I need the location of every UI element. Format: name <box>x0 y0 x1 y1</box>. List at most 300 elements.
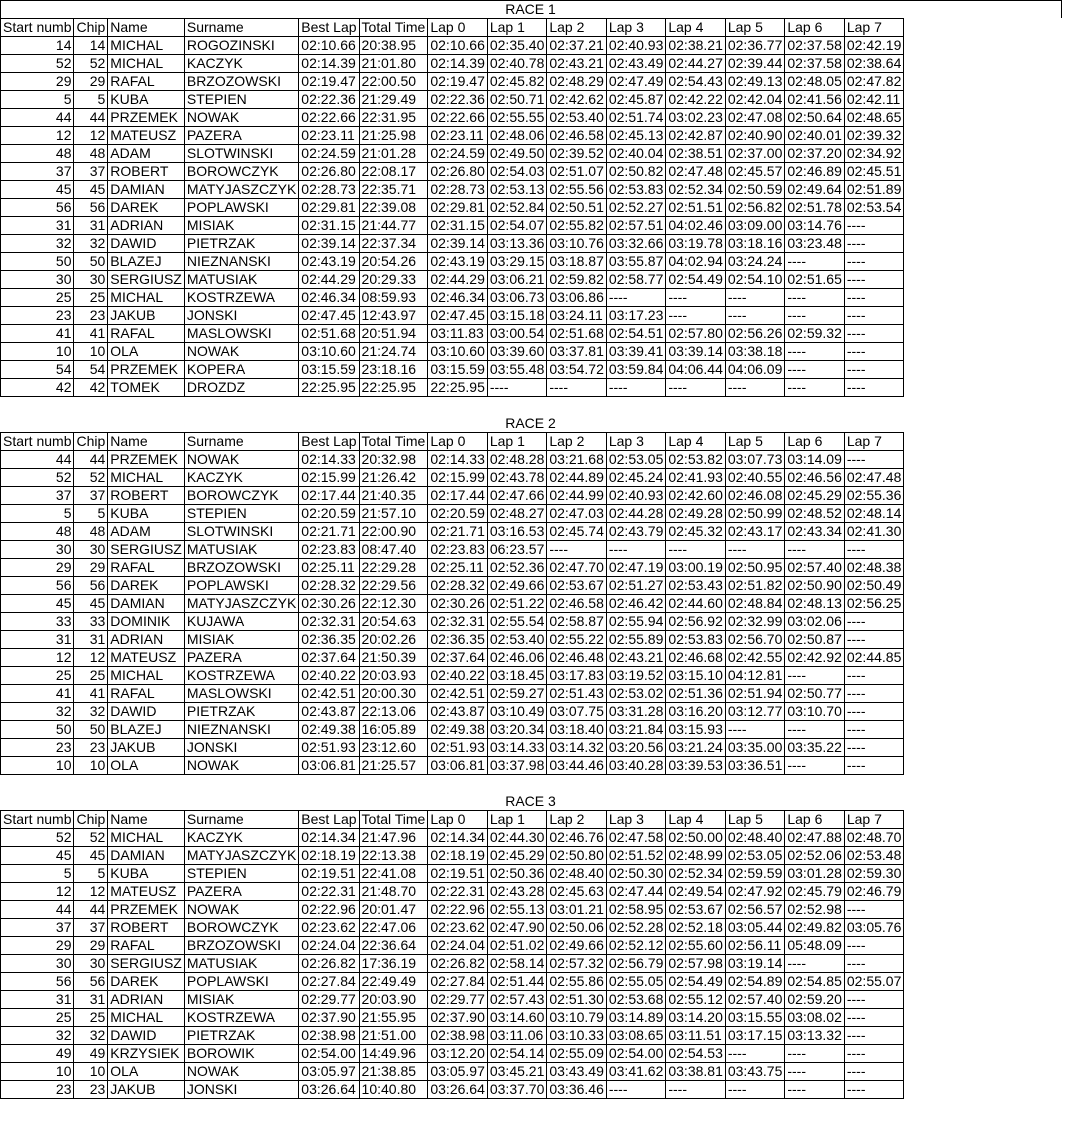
cell-lap-7: ---- <box>844 217 904 235</box>
cell-lap-3: 02:43.21 <box>606 649 666 667</box>
cell-lap-0: 02:38.98 <box>428 1027 488 1045</box>
cell-total-time: 21:38.85 <box>359 1063 428 1081</box>
cell-lap-4: 02:44.27 <box>666 55 726 73</box>
cell-start-number: 31 <box>1 217 74 235</box>
cell-start-number: 10 <box>1 1063 74 1081</box>
cell-start-number: 33 <box>1 613 74 631</box>
cell-lap-2: 03:37.81 <box>547 343 607 361</box>
cell-lap-3: 02:52.28 <box>606 919 666 937</box>
cell-name: ADAM <box>108 145 185 163</box>
cell-surname: PAZERA <box>184 883 298 901</box>
cell-chip: 5 <box>74 505 108 523</box>
cell-lap-5: 03:09.00 <box>725 217 785 235</box>
cell-lap-5: 03:36.51 <box>725 757 785 775</box>
cell-lap-6: ---- <box>785 667 845 685</box>
cell-surname: JONSKI <box>184 739 298 757</box>
cell-lap-6: 02:54.85 <box>785 973 845 991</box>
cell-best-lap: 02:24.04 <box>299 937 359 955</box>
cell-lap-7: ---- <box>844 991 904 1009</box>
cell-surname: PIETRZAK <box>184 235 298 253</box>
cell-total-time: 23:18.16 <box>359 361 428 379</box>
cell-total-time: 21:29.49 <box>359 91 428 109</box>
cell-start-number: 45 <box>1 595 74 613</box>
cell-lap-4: 02:47.48 <box>666 163 726 181</box>
cell-lap-3: 03:59.84 <box>606 361 666 379</box>
table-row <box>1 109 904 127</box>
cell-lap-3: 03:41.62 <box>606 1063 666 1081</box>
cell-start-number: 5 <box>1 505 74 523</box>
cell-name: DOMINIK <box>108 613 185 631</box>
cell-chip: 37 <box>74 487 108 505</box>
cell-start-number: 30 <box>1 271 74 289</box>
cell-lap-0: 02:29.77 <box>428 991 488 1009</box>
cell-lap-6: 02:47.88 <box>785 829 845 847</box>
cell-lap-5: 02:47.92 <box>725 883 785 901</box>
header-lap-2: Lap 2 <box>547 19 607 37</box>
cell-best-lap: 02:21.71 <box>299 523 359 541</box>
cell-total-time: 21:25.98 <box>359 127 428 145</box>
cell-lap-0: 02:39.14 <box>428 235 488 253</box>
cell-lap-2: 03:17.83 <box>547 667 607 685</box>
cell-best-lap: 02:27.84 <box>299 973 359 991</box>
cell-lap-4: 03:19.78 <box>666 235 726 253</box>
cell-surname: KOSTRZEWA <box>184 289 298 307</box>
cell-name: DAREK <box>108 973 185 991</box>
header-row <box>1 19 904 37</box>
cell-lap-2: ---- <box>547 541 607 559</box>
table-row <box>1 145 904 163</box>
cell-lap-1: 03:14.33 <box>487 739 547 757</box>
cell-lap-2: 02:57.32 <box>547 955 607 973</box>
cell-start-number: 30 <box>1 955 74 973</box>
cell-lap-1: 03:29.15 <box>487 253 547 271</box>
cell-lap-1: 02:51.44 <box>487 973 547 991</box>
cell-lap-2: 02:46.58 <box>547 595 607 613</box>
cell-total-time: 22:36.64 <box>359 937 428 955</box>
cell-lap-4: 02:56.92 <box>666 613 726 631</box>
cell-start-number: 44 <box>1 451 74 469</box>
cell-lap-3: 02:44.28 <box>606 505 666 523</box>
cell-chip: 25 <box>74 667 108 685</box>
cell-lap-6: ---- <box>785 955 845 973</box>
cell-lap-5: 02:56.11 <box>725 937 785 955</box>
cell-lap-2: 02:39.52 <box>547 145 607 163</box>
cell-total-time: 21:44.77 <box>359 217 428 235</box>
cell-start-number: 23 <box>1 739 74 757</box>
cell-start-number: 12 <box>1 649 74 667</box>
cell-lap-7: ---- <box>844 325 904 343</box>
cell-chip: 50 <box>74 721 108 739</box>
cell-chip: 45 <box>74 847 108 865</box>
cell-start-number: 12 <box>1 127 74 145</box>
cell-lap-4: 04:06.44 <box>666 361 726 379</box>
table-row <box>1 937 904 955</box>
cell-total-time: 12:43.97 <box>359 307 428 325</box>
cell-lap-4: 03:15.10 <box>666 667 726 685</box>
cell-lap-2: 03:06.86 <box>547 289 607 307</box>
cell-start-number: 5 <box>1 865 74 883</box>
cell-lap-3: 02:47.19 <box>606 559 666 577</box>
table-row <box>1 1027 904 1045</box>
cell-name: DAREK <box>108 199 185 217</box>
cell-lap-3: 02:43.49 <box>606 55 666 73</box>
cell-lap-7: 02:44.85 <box>844 649 904 667</box>
cell-start-number: 52 <box>1 829 74 847</box>
cell-lap-3: 02:53.02 <box>606 685 666 703</box>
cell-lap-0: 02:31.15 <box>428 217 488 235</box>
table-row <box>1 721 904 739</box>
cell-start-number: 31 <box>1 631 74 649</box>
cell-chip: 12 <box>74 883 108 901</box>
cell-surname: KOSTRZEWA <box>184 1009 298 1027</box>
cell-lap-6: 02:50.64 <box>785 109 845 127</box>
cell-total-time: 22:12.30 <box>359 595 428 613</box>
cell-name: RAFAL <box>108 325 185 343</box>
cell-name: BLAZEJ <box>108 721 185 739</box>
header-row <box>1 811 904 829</box>
cell-lap-6: ---- <box>785 307 845 325</box>
cell-total-time: 21:26.42 <box>359 469 428 487</box>
cell-name: PRZEMEK <box>108 361 185 379</box>
cell-name: ADAM <box>108 523 185 541</box>
cell-name: OLA <box>108 757 185 775</box>
cell-lap-0: 02:44.29 <box>428 271 488 289</box>
cell-lap-3: 02:47.58 <box>606 829 666 847</box>
cell-total-time: 20:51.94 <box>359 325 428 343</box>
cell-start-number: 32 <box>1 1027 74 1045</box>
cell-lap-3: 03:21.84 <box>606 721 666 739</box>
cell-lap-7: ---- <box>844 253 904 271</box>
cell-lap-3: 03:55.87 <box>606 253 666 271</box>
cell-name: SERGIUSZ <box>108 955 185 973</box>
cell-lap-1: 02:49.66 <box>487 577 547 595</box>
cell-lap-3: 02:43.79 <box>606 523 666 541</box>
cell-lap-7: ---- <box>844 1009 904 1027</box>
table-row <box>1 343 904 361</box>
cell-lap-0: 02:19.47 <box>428 73 488 91</box>
cell-lap-4: 02:46.68 <box>666 649 726 667</box>
cell-best-lap: 02:26.82 <box>299 955 359 973</box>
cell-lap-6: ---- <box>785 757 845 775</box>
cell-lap-4: 02:54.49 <box>666 973 726 991</box>
cell-lap-0: 02:37.90 <box>428 1009 488 1027</box>
table-row <box>1 199 904 217</box>
table-row <box>1 577 904 595</box>
cell-lap-6: 02:59.32 <box>785 325 845 343</box>
cell-total-time: 17:36.19 <box>359 955 428 973</box>
cell-total-time: 21:01.80 <box>359 55 428 73</box>
table-row <box>1 523 904 541</box>
cell-lap-2: 02:46.76 <box>547 829 607 847</box>
cell-lap-1: 02:47.66 <box>487 487 547 505</box>
cell-lap-6: 02:50.90 <box>785 577 845 595</box>
cell-lap-7: ---- <box>844 703 904 721</box>
cell-lap-6: ---- <box>785 253 845 271</box>
cell-lap-2: 03:18.87 <box>547 253 607 271</box>
cell-start-number: 56 <box>1 973 74 991</box>
cell-lap-5: 04:06.09 <box>725 361 785 379</box>
cell-lap-0: 02:28.73 <box>428 181 488 199</box>
table-row <box>1 865 904 883</box>
table-row <box>1 667 904 685</box>
cell-lap-2: 02:51.30 <box>547 991 607 1009</box>
cell-lap-2: 03:54.72 <box>547 361 607 379</box>
header-name: Name <box>108 811 185 829</box>
cell-surname: STEPIEN <box>184 865 298 883</box>
cell-best-lap: 02:19.51 <box>299 865 359 883</box>
cell-total-time: 21:40.35 <box>359 487 428 505</box>
cell-chip: 52 <box>74 469 108 487</box>
cell-lap-5: ---- <box>725 541 785 559</box>
table-row <box>1 271 904 289</box>
header-lap-4: Lap 4 <box>666 433 726 451</box>
cell-lap-6: 03:01.28 <box>785 865 845 883</box>
cell-lap-3: 02:53.83 <box>606 181 666 199</box>
cell-lap-5: 02:47.08 <box>725 109 785 127</box>
cell-lap-0: 03:11.83 <box>428 325 488 343</box>
header-total-time: Total Time <box>359 19 428 37</box>
cell-best-lap: 02:30.26 <box>299 595 359 613</box>
cell-total-time: 21:48.70 <box>359 883 428 901</box>
cell-lap-3: 02:50.30 <box>606 865 666 883</box>
cell-lap-5: ---- <box>725 1045 785 1063</box>
cell-lap-2: 02:55.22 <box>547 631 607 649</box>
cell-total-time: 20:03.93 <box>359 667 428 685</box>
cell-lap-1: 03:37.70 <box>487 1081 547 1099</box>
cell-surname: NOWAK <box>184 109 298 127</box>
cell-lap-6: 02:37.58 <box>785 37 845 55</box>
cell-best-lap: 03:26.64 <box>299 1081 359 1099</box>
cell-lap-2: 02:58.87 <box>547 613 607 631</box>
cell-start-number: 32 <box>1 703 74 721</box>
cell-lap-5: 03:15.55 <box>725 1009 785 1027</box>
cell-lap-2: 03:14.32 <box>547 739 607 757</box>
cell-lap-0: 02:47.45 <box>428 307 488 325</box>
cell-chip: 56 <box>74 973 108 991</box>
cell-lap-3: 03:32.66 <box>606 235 666 253</box>
cell-lap-5: 02:50.59 <box>725 181 785 199</box>
cell-lap-7: ---- <box>844 343 904 361</box>
cell-lap-2: 02:51.07 <box>547 163 607 181</box>
cell-start-number: 29 <box>1 559 74 577</box>
cell-name: ROBERT <box>108 919 185 937</box>
header-lap-4: Lap 4 <box>666 19 726 37</box>
cell-surname: NIEZNANSKI <box>184 721 298 739</box>
cell-start-number: 50 <box>1 721 74 739</box>
cell-lap-1: 03:06.21 <box>487 271 547 289</box>
cell-lap-1: 02:46.06 <box>487 649 547 667</box>
cell-lap-5: 03:43.75 <box>725 1063 785 1081</box>
table-row <box>1 127 904 145</box>
cell-lap-3: 02:55.05 <box>606 973 666 991</box>
cell-lap-2: 02:44.99 <box>547 487 607 505</box>
cell-lap-5: ---- <box>725 379 785 397</box>
cell-chip: 33 <box>74 613 108 631</box>
cell-name: PRZEMEK <box>108 451 185 469</box>
cell-best-lap: 02:47.45 <box>299 307 359 325</box>
header-lap-2: Lap 2 <box>547 811 607 829</box>
cell-lap-5: 02:43.17 <box>725 523 785 541</box>
table-row <box>1 739 904 757</box>
cell-lap-3: 02:40.93 <box>606 37 666 55</box>
cell-lap-2: 03:43.49 <box>547 1063 607 1081</box>
cell-lap-0: 02:40.22 <box>428 667 488 685</box>
cell-lap-3: 03:17.23 <box>606 307 666 325</box>
cell-surname: BOROWCZYK <box>184 163 298 181</box>
cell-lap-0: 22:25.95 <box>428 379 488 397</box>
cell-lap-2: 02:48.29 <box>547 73 607 91</box>
table-row <box>1 73 904 91</box>
cell-name: MICHAL <box>108 667 185 685</box>
cell-lap-7: ---- <box>844 289 904 307</box>
cell-lap-7: ---- <box>844 757 904 775</box>
cell-lap-1: 02:43.28 <box>487 883 547 901</box>
cell-lap-3: ---- <box>606 289 666 307</box>
cell-lap-7: ---- <box>844 307 904 325</box>
header-name: Name <box>108 433 185 451</box>
cell-best-lap: 02:37.90 <box>299 1009 359 1027</box>
cell-best-lap: 02:46.34 <box>299 289 359 307</box>
cell-lap-7: ---- <box>844 271 904 289</box>
cell-lap-2: 03:10.33 <box>547 1027 607 1045</box>
cell-start-number: 23 <box>1 307 74 325</box>
table-row <box>1 379 904 397</box>
cell-name: SERGIUSZ <box>108 271 185 289</box>
cell-lap-4: 03:39.53 <box>666 757 726 775</box>
cell-total-time: 10:40.80 <box>359 1081 428 1099</box>
header-best-lap: Best Lap <box>299 811 359 829</box>
cell-surname: NOWAK <box>184 451 298 469</box>
cell-lap-0: 02:24.59 <box>428 145 488 163</box>
cell-lap-2: 02:47.03 <box>547 505 607 523</box>
cell-start-number: 56 <box>1 199 74 217</box>
cell-lap-7: 02:51.89 <box>844 181 904 199</box>
cell-best-lap: 02:43.87 <box>299 703 359 721</box>
cell-total-time: 21:51.00 <box>359 1027 428 1045</box>
cell-lap-2: 02:55.86 <box>547 973 607 991</box>
cell-chip: 48 <box>74 523 108 541</box>
cell-surname: BOROWIK <box>184 1045 298 1063</box>
cell-lap-1: 02:53.40 <box>487 631 547 649</box>
cell-chip: 41 <box>74 325 108 343</box>
cell-lap-1: 02:51.22 <box>487 595 547 613</box>
cell-lap-2: 03:24.11 <box>547 307 607 325</box>
cell-chip: 5 <box>74 865 108 883</box>
cell-start-number: 45 <box>1 181 74 199</box>
cell-best-lap: 02:15.99 <box>299 469 359 487</box>
cell-lap-1: 02:35.40 <box>487 37 547 55</box>
cell-name: DAMIAN <box>108 595 185 613</box>
header-name: Name <box>108 19 185 37</box>
cell-chip: 45 <box>74 181 108 199</box>
cell-lap-1: 02:45.82 <box>487 73 547 91</box>
cell-lap-3: ---- <box>606 1081 666 1099</box>
cell-lap-6: 02:41.56 <box>785 91 845 109</box>
cell-lap-7: 02:48.70 <box>844 829 904 847</box>
header-lap-4: Lap 4 <box>666 811 726 829</box>
cell-lap-5: 02:56.26 <box>725 325 785 343</box>
cell-chip: 25 <box>74 1009 108 1027</box>
table-row <box>1 847 904 865</box>
cell-chip: 52 <box>74 829 108 847</box>
table-row <box>1 559 904 577</box>
cell-lap-7: 02:53.54 <box>844 199 904 217</box>
cell-chip: 32 <box>74 1027 108 1045</box>
cell-lap-2: 02:55.09 <box>547 1045 607 1063</box>
cell-lap-1: 03:16.53 <box>487 523 547 541</box>
table-row <box>1 307 904 325</box>
header-lap-1: Lap 1 <box>487 19 547 37</box>
cell-best-lap: 02:23.83 <box>299 541 359 559</box>
cell-lap-4: 02:45.32 <box>666 523 726 541</box>
cell-name: RAFAL <box>108 559 185 577</box>
cell-total-time: 16:05.89 <box>359 721 428 739</box>
header-start-number: Start numb <box>1 811 74 829</box>
table-row <box>1 955 904 973</box>
cell-name: DAMIAN <box>108 181 185 199</box>
cell-lap-2: 02:51.43 <box>547 685 607 703</box>
cell-lap-1: 06:23.57 <box>487 541 547 559</box>
cell-start-number: 10 <box>1 757 74 775</box>
cell-lap-7: ---- <box>844 685 904 703</box>
cell-chip: 30 <box>74 955 108 973</box>
cell-chip: 31 <box>74 217 108 235</box>
cell-total-time: 21:55.95 <box>359 1009 428 1027</box>
cell-total-time: 20:38.95 <box>359 37 428 55</box>
cell-total-time: 21:25.57 <box>359 757 428 775</box>
cell-chip: 37 <box>74 163 108 181</box>
cell-surname: PIETRZAK <box>184 1027 298 1045</box>
cell-name: ADRIAN <box>108 991 185 1009</box>
cell-lap-1: 02:52.84 <box>487 199 547 217</box>
cell-best-lap: 02:22.66 <box>299 109 359 127</box>
cell-lap-4: 02:41.93 <box>666 469 726 487</box>
cell-lap-6: ---- <box>785 289 845 307</box>
cell-lap-7: ---- <box>844 631 904 649</box>
cell-total-time: 20:00.30 <box>359 685 428 703</box>
cell-surname: MATYJASZCZYK <box>184 595 298 613</box>
cell-best-lap: 02:39.14 <box>299 235 359 253</box>
cell-lap-6: 02:59.20 <box>785 991 845 1009</box>
cell-lap-5: 02:40.55 <box>725 469 785 487</box>
header-chip: Chip <box>74 433 108 451</box>
cell-total-time: 20:32.98 <box>359 451 428 469</box>
cell-lap-7: ---- <box>844 1081 904 1099</box>
cell-best-lap: 02:29.81 <box>299 199 359 217</box>
cell-lap-2: 03:21.68 <box>547 451 607 469</box>
cell-lap-7: ---- <box>844 235 904 253</box>
header-total-time: Total Time <box>359 811 428 829</box>
cell-total-time: 20:03.90 <box>359 991 428 1009</box>
cell-lap-1: 03:13.36 <box>487 235 547 253</box>
cell-lap-4: 02:52.34 <box>666 865 726 883</box>
cell-lap-1: 03:39.60 <box>487 343 547 361</box>
cell-name: RAFAL <box>108 685 185 703</box>
cell-name: MATEUSZ <box>108 127 185 145</box>
cell-lap-4: 02:49.54 <box>666 883 726 901</box>
cell-total-time: 22:35.71 <box>359 181 428 199</box>
cell-surname: NOWAK <box>184 343 298 361</box>
header-lap-7: Lap 7 <box>844 811 904 829</box>
cell-lap-2: 02:48.40 <box>547 865 607 883</box>
cell-lap-4: 03:21.24 <box>666 739 726 757</box>
cell-lap-7: 02:34.92 <box>844 145 904 163</box>
cell-name: ADRIAN <box>108 631 185 649</box>
cell-name: BLAZEJ <box>108 253 185 271</box>
cell-best-lap: 02:24.59 <box>299 145 359 163</box>
cell-lap-3: ---- <box>606 541 666 559</box>
cell-lap-2: 03:18.40 <box>547 721 607 739</box>
